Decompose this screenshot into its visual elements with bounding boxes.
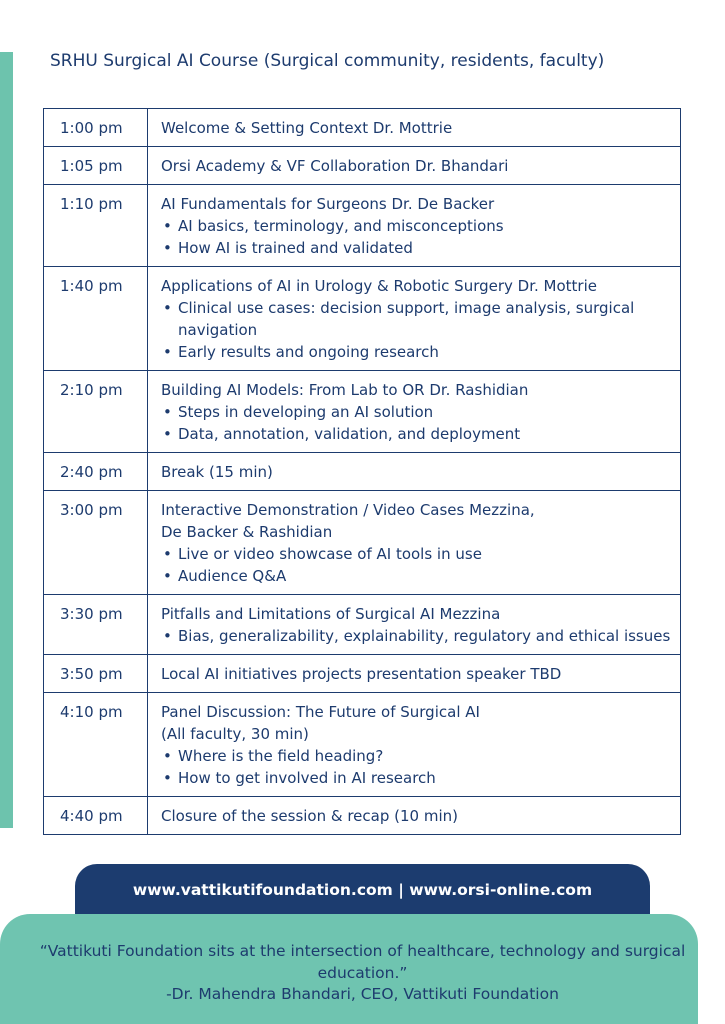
session-detail xyxy=(148,109,681,147)
topic-item: • Early results and ongoing research xyxy=(161,341,674,363)
topic-item: • How AI is trained and validated xyxy=(161,237,674,259)
quote-author: -Dr. Mahendra Bhandari, CEO, Vattikuti Foundation xyxy=(166,985,559,1003)
side-accent-bar xyxy=(0,52,13,828)
agenda-row xyxy=(44,371,681,453)
session-detail xyxy=(148,371,681,453)
session-title: Closure of the session & recap (10 min) xyxy=(161,807,458,825)
agenda-row xyxy=(44,267,681,371)
agenda-row xyxy=(44,655,681,693)
session-title: Break (15 min) xyxy=(161,463,273,481)
topic-item: • Bias, generalizability, explainability, regulatory and ethical issues xyxy=(161,625,674,647)
page-title: SRHU Surgical AI Course (Surgical community, residents, faculty) xyxy=(50,51,605,71)
session-detail xyxy=(148,595,681,655)
session-time: 3:00 pm xyxy=(44,491,148,595)
session-title: Building AI Models: From Lab to OR Dr. Rashidian xyxy=(161,381,529,399)
session-title: Applications of AI in Urology & Robotic Surgery Dr. Mottrie xyxy=(161,277,597,295)
session-time: 1:10 pm xyxy=(44,185,148,267)
session-title: Local AI initiatives projects presentation speaker TBD xyxy=(161,665,562,683)
session-topics xyxy=(161,401,674,445)
session-topics xyxy=(161,215,674,259)
session-time: 1:00 pm xyxy=(44,109,148,147)
session-detail xyxy=(148,267,681,371)
agenda-row xyxy=(44,109,681,147)
session-title: AI Fundamentals for Surgeons Dr. De Backer xyxy=(161,195,495,213)
topic-item: • AI basics, terminology, and misconceptions xyxy=(161,215,674,237)
session-title: Interactive Demonstration / Video Cases Mezzina, xyxy=(161,501,535,519)
session-title-continued: De Backer & Rashidian xyxy=(161,523,333,541)
session-time: 2:40 pm xyxy=(44,453,148,491)
session-detail xyxy=(148,453,681,491)
agenda-row xyxy=(44,797,681,835)
session-detail xyxy=(148,693,681,797)
quote-text: “Vattikuti Foundation sits at the intersection of healthcare, technology and surgical education.” xyxy=(39,942,686,982)
agenda-row xyxy=(44,147,681,185)
website-links-banner: www.vattikutifoundation.com | www.orsi-online.com xyxy=(75,864,650,916)
session-detail xyxy=(148,797,681,835)
session-detail xyxy=(148,655,681,693)
topic-item: • Steps in developing an AI solution xyxy=(161,401,674,423)
session-time: 4:40 pm xyxy=(44,797,148,835)
session-detail xyxy=(148,491,681,595)
session-time: 3:50 pm xyxy=(44,655,148,693)
session-topics xyxy=(161,543,674,587)
topic-item: • Audience Q&A xyxy=(161,565,674,587)
topic-item: • Where is the field heading? xyxy=(161,745,674,767)
topic-item: • Live or video showcase of AI tools in use xyxy=(161,543,674,565)
topic-item: • How to get involved in AI research xyxy=(161,767,674,789)
session-detail xyxy=(148,147,681,185)
session-title: Pitfalls and Limitations of Surgical AI Mezzina xyxy=(161,605,501,623)
session-time: 1:40 pm xyxy=(44,267,148,371)
session-time: 4:10 pm xyxy=(44,693,148,797)
session-topics xyxy=(161,745,674,789)
session-detail xyxy=(148,185,681,267)
session-topics xyxy=(161,297,674,363)
session-title: Welcome & Setting Context Dr. Mottrie xyxy=(161,119,453,137)
session-time: 2:10 pm xyxy=(44,371,148,453)
topic-item: • Data, annotation, validation, and deployment xyxy=(161,423,674,445)
agenda-row xyxy=(44,595,681,655)
session-time: 1:05 pm xyxy=(44,147,148,185)
topic-item: • Clinical use cases: decision support, image analysis, surgical navigation xyxy=(161,297,674,341)
agenda-row xyxy=(44,453,681,491)
agenda-row xyxy=(44,185,681,267)
agenda-row xyxy=(44,693,681,797)
session-title: Orsi Academy & VF Collaboration Dr. Bhandari xyxy=(161,157,509,175)
session-time: 3:30 pm xyxy=(44,595,148,655)
session-title: Panel Discussion: The Future of Surgical AI xyxy=(161,703,480,721)
session-topics xyxy=(161,625,674,647)
session-title-continued: (All faculty, 30 min) xyxy=(161,725,309,743)
agenda-table xyxy=(43,108,681,835)
agenda-row xyxy=(44,491,681,595)
